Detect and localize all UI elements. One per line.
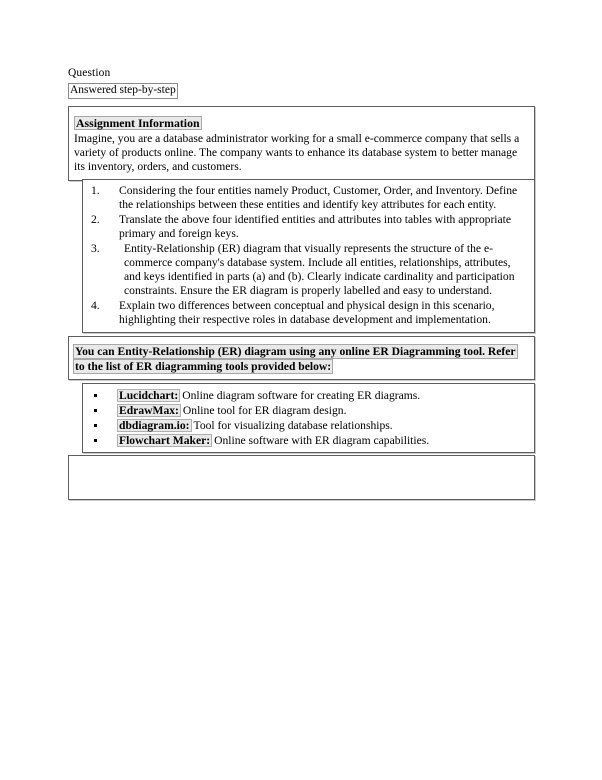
task-list-box	[82, 179, 535, 333]
task-item-text: Translate the above four identified entities and attributes into tables with appropriate primary and foreign keys.	[119, 212, 512, 241]
task-list	[87, 184, 529, 328]
instruction-line-2: to the list of ER diagramming tools provided below:	[75, 360, 332, 373]
tool-description: Tool for visualizing database relationships.	[193, 419, 393, 432]
assignment-information-box	[68, 106, 535, 181]
assignment-information-paragraph-wrap	[74, 132, 529, 175]
answer-area-box[interactable]	[68, 455, 535, 500]
er-tools-list	[87, 388, 529, 448]
bullet-icon	[94, 424, 97, 427]
tool-list-item	[87, 418, 529, 433]
assignment-information-heading: Assignment Information	[76, 116, 200, 130]
task-item	[87, 213, 529, 241]
instruction-line-2-wrap	[73, 359, 529, 374]
er-tools-list-box	[82, 383, 535, 453]
tool-description: Online software with ER diagram capabilities.	[214, 434, 430, 447]
task-item-text: Explain two differences between conceptual and physical design in this scenario, highlighting their respective roles in database development and implementation.	[119, 299, 495, 327]
instruction-line-1: You can Entity-Relationship (ER) diagram using any online ER Diagramming tool. Refer	[75, 345, 516, 358]
task-item	[87, 184, 529, 212]
assignment-information-paragraph: Imagine, you are a database administrator working for a small e-commerce company that sells a variety of products online. The company wants to enhance its database system to better manage its inventory, orders, and customers.	[74, 132, 520, 174]
instruction-line-1-wrap	[73, 344, 529, 359]
task-item	[87, 242, 529, 299]
tool-list-item	[87, 403, 529, 418]
task-item-text: Entity-Relationship (ER) diagram that visually represents the structure of the e-commerce company's database system. Include all entities, relationships, attributes, and keys identified in parts (a) and (b). Clearly indicate cardinality and participation constraints. Ensure the ER diagram is properly labelled and easy to understand.	[124, 241, 515, 298]
bullet-icon	[94, 439, 97, 442]
answered-status-badge: Answered step-by-step	[68, 83, 178, 99]
tool-description: Online diagram software for creating ER diagrams.	[182, 389, 421, 402]
tool-description: Online tool for ER diagram design.	[182, 404, 347, 417]
tool-name: dbdiagram.io:	[119, 419, 190, 432]
question-label: Question	[68, 67, 111, 79]
tool-list-item	[87, 433, 529, 448]
tool-list-item	[87, 388, 529, 403]
assignment-information-heading-wrap	[74, 114, 529, 132]
er-tool-instruction-box	[68, 336, 535, 380]
bullet-icon	[94, 409, 97, 412]
task-item-text: Considering the four entities namely Product, Customer, Order, and Inventory. Define the relationships between these entities and identify key attributes for each entity.	[119, 184, 518, 212]
er-tool-instruction-text	[73, 344, 529, 374]
tool-name: EdrawMax:	[119, 404, 179, 417]
bullet-icon	[94, 394, 97, 397]
tool-name: Lucidchart:	[119, 389, 179, 402]
task-item	[87, 299, 529, 327]
tool-name: Flowchart Maker:	[119, 434, 211, 447]
question-header	[68, 66, 538, 99]
